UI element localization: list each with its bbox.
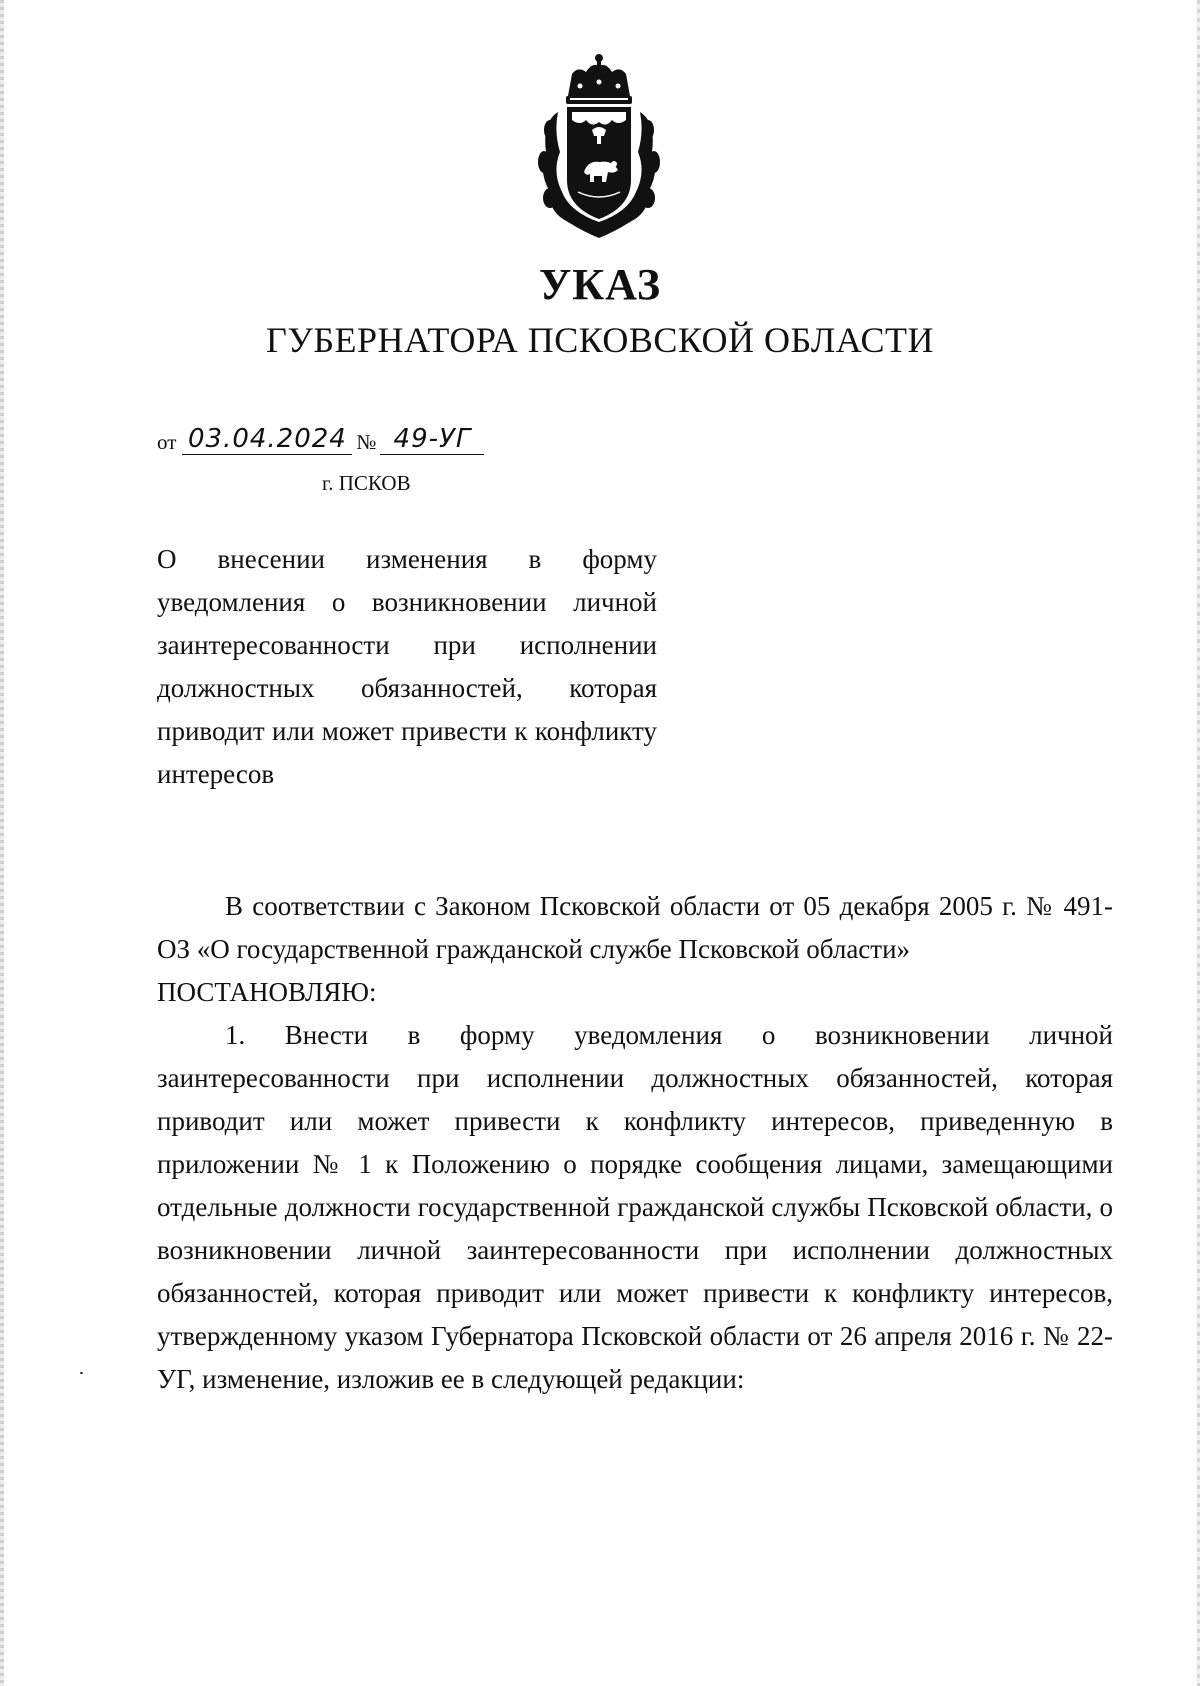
number-label: №: [356, 430, 377, 454]
scan-speck: [80, 1372, 83, 1374]
document-title: УКАЗ: [538, 260, 662, 309]
date-number-line: [157, 424, 484, 464]
decree-word: ПОСТАНОВЛЯЮ:: [157, 977, 377, 1007]
document-body: [157, 885, 1113, 1401]
date-label: от: [157, 430, 177, 454]
preamble-text: В соответствии с Законом Псковской области от 05 декабря 2005 г. № 491-ОЗ «О государственной гражданской службе Псковской области»: [157, 891, 1113, 964]
coat-of-arms-icon: [528, 52, 670, 240]
scan-edge-left: [0, 0, 4, 1686]
document-subtitle: ГУБЕРНАТОРА ПСКОВСКОЙ ОБЛАСТИ: [266, 320, 934, 360]
document-date: 03.04.2024: [182, 424, 352, 455]
document-number: 49-УГ: [380, 424, 484, 455]
city-label: г. ПСКОВ: [322, 471, 411, 495]
item-1-paragraph: 1. Внести в форму уведомления о возникновении личной заинтересованности при исполнении должностных обязанностей, которая приводит или может привести к конфликту интересов, приведенную в приложении № 1 к Положению о порядке сообщения лицами, замещающими отдельные должности государственной гражданской службы Псковской области, о возникновении личной заинтересованности при исполнении должностных обязанностей, которая приводит или может привести к конфликту интересов, утвержденному указом Губернатора Псковской области от 26 апреля 2016 г. № 22-УГ, изменение, изложив ее в следующей редакции:: [157, 1020, 1113, 1394]
document-heading: О внесении изменения в форму уведомления о возникновении личной заинтересованности при исполнении должностных обязанностей, которая приводит или может привести к конфликту интересов: [157, 544, 657, 789]
preamble-paragraph: [157, 885, 1113, 971]
